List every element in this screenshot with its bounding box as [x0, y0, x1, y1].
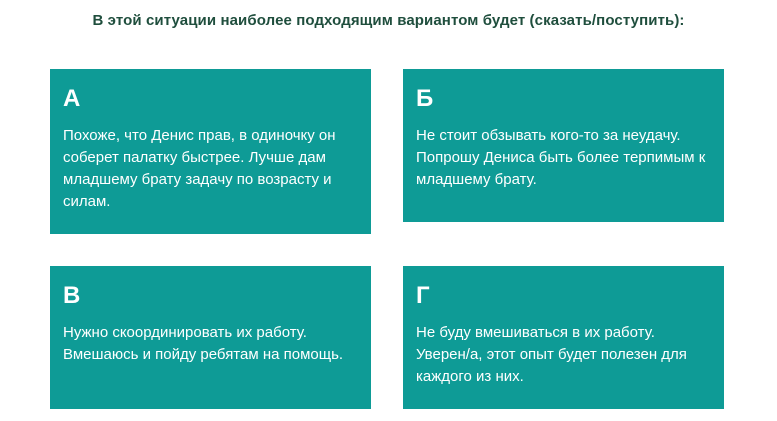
option-card-c[interactable] — [50, 266, 371, 409]
option-text: Нужно скоординировать их работу. Вмешаюсь и пойду ребятам на помощь. — [63, 324, 344, 363]
question-title: В этой ситуации наиболее подходящим вариантом будет (сказать/поступить): — [92, 12, 685, 29]
option-letter: Б — [416, 85, 434, 112]
option-text: Похоже, что Денис прав, в одиночку он соберет палатку быстрее. Лучше дам младшему брату задачу по возрасту и силам. — [63, 127, 336, 210]
option-letter: В — [63, 282, 81, 309]
option-text: Не стоит обзывать кого-то за неудачу. Попрошу Дениса быть более терпимым к младшему брату. — [416, 127, 706, 188]
option-card-d[interactable] — [403, 266, 724, 409]
option-card-a[interactable] — [50, 69, 371, 234]
option-letter: Г — [416, 282, 430, 309]
option-card-b[interactable] — [403, 69, 724, 222]
option-letter: А — [63, 85, 81, 112]
option-text: Не буду вмешиваться в их работу. Уверен/а, этот опыт будет полезен для каждого из них. — [416, 324, 687, 385]
